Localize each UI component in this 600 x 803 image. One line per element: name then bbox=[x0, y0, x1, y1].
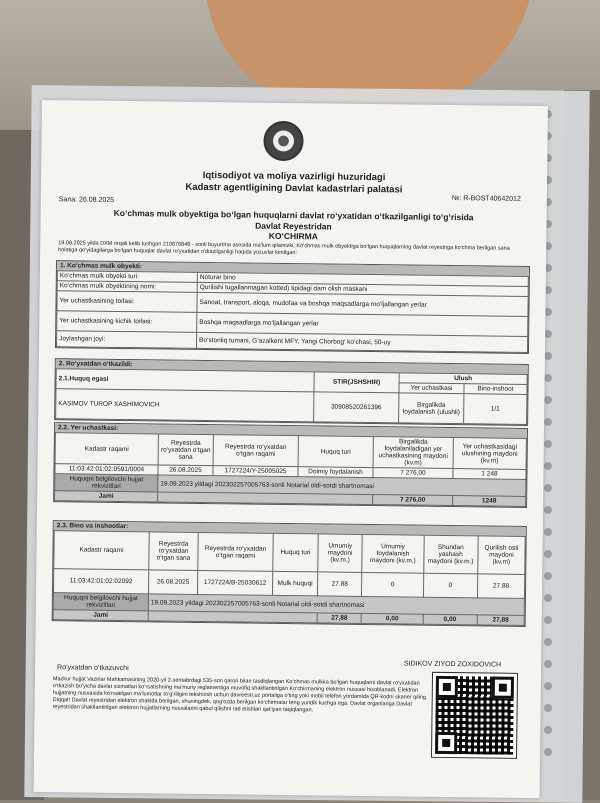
building-total-area: 27.88 bbox=[317, 572, 362, 597]
col-yer: Yer uchastkasi bbox=[399, 383, 464, 394]
legal-notice: Mazkur hujjat Vazirlar Mahkamasining 2020-yil 2-sentabrdagi 535-son qarori bilan tasdiqlangan Ko‘chmas mulkka bo‘lgan huquqlarni davlat ro‘yxatidan o‘tkazish bo‘yicha davlat xizmatlari ko‘rsatishning ma’muriy reglamentiga muvofiq shakllantirilgan Ko‘chirmaning elektron nusxasi hisoblanadi. Elektron hujjatning nusxasida ko‘rsatilgan ma’lumotlar to‘g‘riligini tekshirish uchun davreestr.uz portaliga o‘ting yoki mobil telefon yordamida QR-kodni skaner qiling. Diqqat! Davlat reyestridan elektron shaklda berilgan, shuningdek, qog‘ozda berilgan ko‘chirmalar teng yuridik kuchga ega. Davlat organlariga Davlat reyestridan shakllantirilgan elektron hujjatlarning nusxalarini qabul qilishni rad etishlari qat’iyan taqiqlangan. bbox=[52, 676, 428, 714]
state-emblem-icon bbox=[263, 121, 303, 161]
document-number: №: R-BOST40642012 bbox=[451, 195, 521, 203]
section-title: 2.2. Yer uchastkasi: bbox=[55, 423, 527, 438]
intro-text: 19.08.2025 yilda DXM orqali kelib tushgan 210676846 - sonli buyurtma asosida ma’lum qilamizki, Ko‘chmas mulk obyektiga bo‘lgan huquqlarning davlat reyestriga ko‘chma berilgan sana holatiga qo‘yidagilarga bo‘lgan huquqlar davlat ro‘yxatidan o‘tkazilganligi haqida yozuvlar kiritilgan: bbox=[58, 240, 510, 257]
total-living: 0,00 bbox=[423, 614, 477, 625]
building-cadastre: 11:03:42:01:02:02092 bbox=[53, 569, 148, 594]
section-registered bbox=[54, 358, 529, 426]
qr-code-icon[interactable] bbox=[432, 673, 517, 758]
total-area: 27,88 bbox=[317, 613, 362, 624]
section-buildings bbox=[52, 520, 527, 627]
owner-table bbox=[55, 368, 528, 425]
land-date: 26.08.2025 bbox=[158, 465, 213, 476]
col-header: Kadastr raqami bbox=[55, 433, 158, 465]
row-value: Bo‘stonliq tumani, G‘azalkent MFY, Yangi Chorbog‘ ko‘chasi, 50-uy bbox=[196, 332, 527, 352]
doc-title3: KO‘CHIRMA bbox=[268, 230, 318, 242]
doc-label: Huquqni belgilovchi hujjat rekvizitlari bbox=[53, 593, 148, 611]
building-living-area: 0 bbox=[423, 573, 478, 598]
col-header: Huquq turi bbox=[273, 533, 318, 572]
row-value: Noturar bino bbox=[197, 272, 528, 286]
col-header: Reyestrda ro‘yxatdan o‘tgan sana bbox=[149, 532, 198, 571]
row-label: Joylashgan joyi: bbox=[56, 331, 196, 349]
col-header: Birgalikda foydalaniladigan yer uchastkasining maydoni (kv.m) bbox=[373, 437, 453, 469]
section-land bbox=[53, 422, 528, 508]
row-label: Yer uchastkasining kichik toifasi: bbox=[57, 311, 197, 333]
total-footprint: 27,88 bbox=[477, 615, 524, 626]
col-header: Shundan yashash maydoni (kv.m.) bbox=[423, 535, 478, 574]
building-right-type: Mulk huquqi bbox=[272, 571, 317, 596]
row-label: Ko‘chmas mulk obyektining nomi: bbox=[57, 281, 197, 293]
land-right-type: Doimiy foydalanish bbox=[298, 467, 373, 478]
col-bino: Bino-inshoot bbox=[464, 384, 527, 395]
doc-title1: Ko‘chmas mulk obyektiga bo‘lgan huquqlarni davlat ro‘yxatidan o‘tkazilganligi to‘g‘risida bbox=[113, 207, 474, 223]
col-header: Reyestrda ro‘yxatdan o‘tgan raqami bbox=[213, 435, 298, 467]
qr-eye bbox=[492, 677, 514, 699]
col-header: Umumiy maydoni (kv.m.) bbox=[318, 534, 363, 573]
section-title: 1. Ko‘chmas mulk obyekti: bbox=[57, 261, 529, 276]
building-footprint: 27.88 bbox=[477, 574, 524, 599]
col-header: Umumiy foydalanish maydoni (kv.m.) bbox=[362, 534, 424, 573]
org-line2: Kadastr agentligining Davlat kadastrlari palatasi bbox=[185, 181, 403, 196]
building-table bbox=[53, 530, 526, 626]
object-table bbox=[56, 270, 529, 353]
col-header: Kadastr raqami bbox=[54, 531, 149, 570]
owner-yer-share: Birgalikda foydalanish (ulushli) bbox=[399, 393, 464, 424]
org-line1: Iqtisodiyot va moliya vazirligi huzuridagi bbox=[202, 169, 386, 184]
doc-label: Huquqni belgilovchi hujjat rekvizitlari bbox=[55, 474, 158, 492]
total-area: 7 276,00 bbox=[373, 495, 453, 506]
document-date: Sana: 26.08.2025 bbox=[58, 196, 115, 204]
land-reg-number: 1727224/Y-25005025 bbox=[213, 466, 298, 477]
col-owner: 2.1.Huquq egasi bbox=[56, 369, 314, 392]
building-common-area: 0 bbox=[362, 572, 423, 597]
registrar-name: SIDIKOV ZIYOD ZOXIDOVICH bbox=[403, 660, 502, 669]
land-table bbox=[54, 432, 527, 507]
owner-stir: 30908520261396 bbox=[314, 392, 399, 423]
land-area: 7 276,00 bbox=[373, 468, 453, 479]
col-header: Huquq turi bbox=[298, 436, 373, 468]
col-ulush: Ulush bbox=[399, 373, 527, 385]
document-page bbox=[34, 100, 548, 798]
col-header: Reyestrda ro‘yxatdan o‘tgan sana bbox=[158, 434, 213, 466]
doc-value: 19.09.2023 yildagi 202302257005763-sonli Notarial oldi-sotdi shartnomasi bbox=[148, 594, 524, 616]
row-label: Yer uchastkasining toifasi: bbox=[57, 291, 197, 313]
land-cadastre: 11:03:42:01:02:0591/0004 bbox=[55, 464, 158, 475]
section-title: 2.3. Bino va inshootlar: bbox=[54, 521, 526, 536]
col-header: Reyestrda ro‘yxatdan o‘tgan raqami bbox=[198, 532, 273, 571]
section-object bbox=[55, 260, 530, 354]
row-value: Boshqa maqsadlarga mo‘ljallangan yerlar bbox=[197, 312, 528, 336]
building-date: 26.08.2025 bbox=[148, 570, 197, 595]
section-title: 2. Ro‘yxatdan o‘tkazildi: bbox=[56, 359, 528, 374]
doc-value: 19.09.2023 yildagi 202302257005763-sonli Notarial oldi-sotdi shartnomasi bbox=[158, 475, 526, 496]
doc-title2: Davlat Reyestridan bbox=[255, 220, 332, 232]
owner-bino-share: 1/1 bbox=[464, 394, 527, 425]
col-stir: STIR(JSHSHIR) bbox=[314, 372, 399, 393]
owner-name: KASIMOV TUROP XASHIMOVICH bbox=[56, 389, 314, 422]
qr-eye bbox=[436, 676, 458, 698]
building-reg-number: 1727224/B-25030612 bbox=[197, 570, 272, 595]
col-header: Qurilish osti maydoni (kv.m) bbox=[478, 536, 526, 575]
row-value: Sanoat, transport, aloqa, mudofaa va boshqa maqsadlarga mo‘ljallangan yerlar bbox=[197, 292, 528, 316]
row-value: Qurilishi tugallanmagan kotted) tipidagi dam olish maskani bbox=[197, 282, 528, 296]
total-label: Jami bbox=[53, 610, 148, 621]
col-header: Yer uchastkasidagi ulushining maydoni (kv.m) bbox=[453, 438, 526, 470]
total-share: 1248 bbox=[453, 496, 526, 507]
row-label: Ko‘chmas mulk obyekti turi: bbox=[57, 271, 197, 283]
qr-eye bbox=[435, 732, 457, 754]
total-label: Jami bbox=[55, 491, 158, 502]
registrar-heading: Ro‘yxatdan o‘tkazuvchi bbox=[57, 664, 129, 673]
total-common: 0,00 bbox=[362, 613, 423, 624]
land-share-area: 1 248 bbox=[453, 469, 526, 480]
